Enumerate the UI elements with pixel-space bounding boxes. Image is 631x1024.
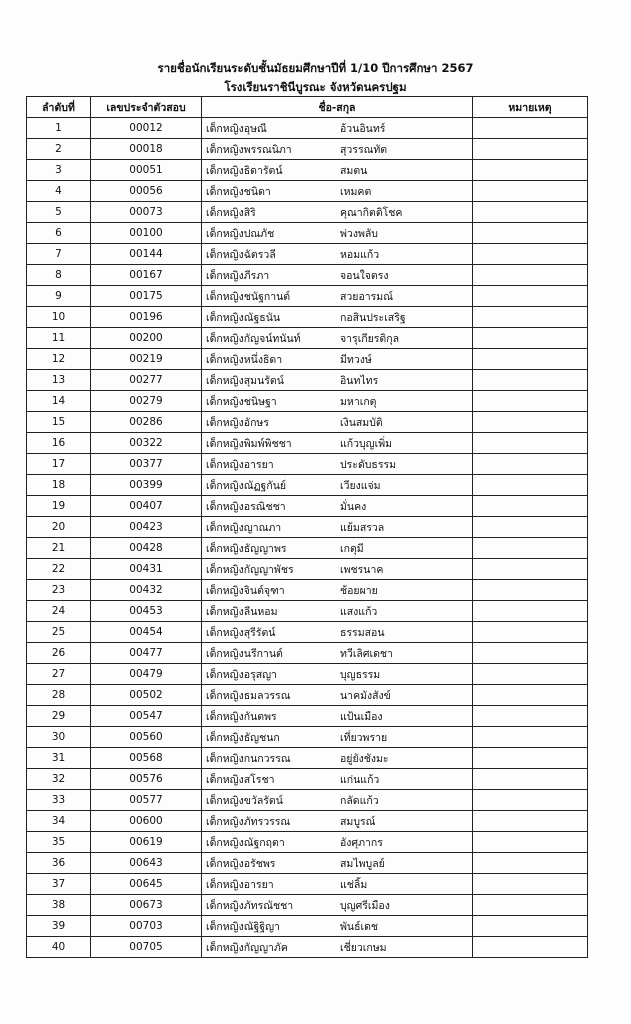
remarks-cell — [473, 160, 588, 181]
sequence-cell: 33 — [27, 790, 91, 811]
sequence-cell: 1 — [27, 118, 91, 139]
table-body — [27, 118, 588, 958]
exam-id-cell: 00322 — [91, 433, 202, 454]
sequence-cell: 31 — [27, 748, 91, 769]
table-row — [27, 769, 588, 790]
remarks-cell — [473, 244, 588, 265]
full-name-cell — [202, 874, 473, 895]
exam-id-cell: 00219 — [91, 349, 202, 370]
last-name: อังศุภากร — [340, 836, 383, 849]
remarks-cell — [473, 559, 588, 580]
last-name: เชี่ยวเกษม — [340, 941, 387, 954]
remarks-cell — [473, 811, 588, 832]
full-name-cell — [202, 307, 473, 328]
last-name: แป้นเมือง — [340, 710, 383, 723]
remarks-cell — [473, 454, 588, 475]
last-name: คุณากิตติโชค — [340, 206, 403, 219]
table-row — [27, 370, 588, 391]
full-name-cell — [202, 517, 473, 538]
full-name-cell — [202, 349, 473, 370]
last-name: ธรรมสอน — [340, 626, 385, 639]
last-name: แช่ลิ้ม — [340, 878, 368, 891]
remarks-cell — [473, 265, 588, 286]
full-name-cell — [202, 811, 473, 832]
first-name: เด็กหญิงลีนหอม — [206, 605, 278, 618]
first-name: เด็กหญิงอรณิชชา — [206, 500, 286, 513]
full-name-cell — [202, 748, 473, 769]
first-name: เด็กหญิงกัญจน์ทนันท์ — [206, 332, 301, 345]
exam-id-cell: 00600 — [91, 811, 202, 832]
last-name: เวียงแจ่ม — [340, 479, 381, 492]
full-name-cell — [202, 139, 473, 160]
first-name: เด็กหญิงภีรภา — [206, 269, 270, 282]
table-row — [27, 391, 588, 412]
table-row — [27, 265, 588, 286]
first-name: เด็กหญิงธมลวรรณ — [206, 689, 291, 702]
full-name-cell — [202, 580, 473, 601]
exam-id-cell: 00477 — [91, 643, 202, 664]
full-name-cell — [202, 664, 473, 685]
sequence-cell: 18 — [27, 475, 91, 496]
remarks-cell — [473, 622, 588, 643]
remarks-cell — [473, 286, 588, 307]
full-name-cell — [202, 937, 473, 958]
last-name: สมไพบูลย์ — [340, 857, 385, 870]
exam-id-cell: 00399 — [91, 475, 202, 496]
table-row — [27, 454, 588, 475]
first-name: เด็กหญิงนรีกานต์ — [206, 647, 283, 660]
first-name: เด็กหญิงสิริ — [206, 206, 256, 219]
exam-id-cell: 00279 — [91, 391, 202, 412]
sequence-cell: 16 — [27, 433, 91, 454]
exam-id-cell: 00051 — [91, 160, 202, 181]
sequence-cell: 22 — [27, 559, 91, 580]
remarks-cell — [473, 685, 588, 706]
exam-id-cell: 00377 — [91, 454, 202, 475]
first-name: เด็กหญิงพรรณนิภา — [206, 143, 292, 156]
first-name: เด็กหญิงอรัชพร — [206, 857, 276, 870]
last-name: มหาเกตุ — [340, 395, 377, 408]
sequence-cell: 12 — [27, 349, 91, 370]
last-name: จารุเกียรติกุล — [340, 332, 400, 345]
table-row — [27, 328, 588, 349]
table-row — [27, 664, 588, 685]
first-name: เด็กหญิงณัฏฐกันย์ — [206, 479, 287, 492]
full-name-cell — [202, 790, 473, 811]
header-exam-id: เลขประจำตัวสอบ — [91, 97, 202, 118]
sequence-cell: 38 — [27, 895, 91, 916]
sequence-cell: 24 — [27, 601, 91, 622]
last-name: นาคมังสังข์ — [340, 689, 391, 702]
table-row — [27, 559, 588, 580]
header-full-name: ชื่อ-สกุล — [202, 97, 473, 118]
last-name: กอสินประเสริฐ — [340, 311, 406, 324]
exam-id-cell: 00407 — [91, 496, 202, 517]
sequence-cell: 20 — [27, 517, 91, 538]
remarks-cell — [473, 748, 588, 769]
table-row — [27, 538, 588, 559]
full-name-cell — [202, 202, 473, 223]
exam-id-cell: 00703 — [91, 916, 202, 937]
remarks-cell — [473, 118, 588, 139]
table-row — [27, 139, 588, 160]
last-name: แย้มสรวล — [340, 521, 385, 534]
sequence-cell: 6 — [27, 223, 91, 244]
exam-id-cell: 00073 — [91, 202, 202, 223]
full-name-cell — [202, 433, 473, 454]
header-remarks: หมายเหตุ — [473, 97, 588, 118]
table-row — [27, 790, 588, 811]
last-name: สมบูรณ์ — [340, 815, 376, 828]
first-name: เด็กหญิงฉัตรวลี — [206, 248, 276, 261]
remarks-cell — [473, 874, 588, 895]
remarks-cell — [473, 349, 588, 370]
sequence-cell: 10 — [27, 307, 91, 328]
document-title: รายชื่อนักเรียนระดับชั้นมัธยมศึกษาปีที่ 1/10 ปีการศึกษา 2567 — [157, 61, 474, 75]
table-row — [27, 202, 588, 223]
remarks-cell — [473, 370, 588, 391]
table-row — [27, 517, 588, 538]
first-name: เด็กหญิงธัญญาพร — [206, 542, 287, 555]
first-name: เด็กหญิงกัญญาภัค — [206, 941, 288, 954]
exam-id-cell: 00453 — [91, 601, 202, 622]
first-name: เด็กหญิงสุรีรัตน์ — [206, 626, 276, 639]
exam-id-cell: 00428 — [91, 538, 202, 559]
sequence-cell: 39 — [27, 916, 91, 937]
full-name-cell — [202, 643, 473, 664]
last-name: เที่ยวพราย — [340, 731, 388, 744]
remarks-cell — [473, 538, 588, 559]
full-name-cell — [202, 916, 473, 937]
remarks-cell — [473, 307, 588, 328]
remarks-cell — [473, 517, 588, 538]
remarks-cell — [473, 202, 588, 223]
last-name: แสงแก้ว — [340, 605, 378, 618]
exam-id-cell: 00431 — [91, 559, 202, 580]
full-name-cell — [202, 244, 473, 265]
full-name-cell — [202, 265, 473, 286]
last-name: ทวีเลิศเดชา — [340, 647, 393, 660]
exam-id-cell: 00619 — [91, 832, 202, 853]
remarks-cell — [473, 643, 588, 664]
first-name: เด็กหญิงอารยา — [206, 458, 274, 471]
exam-id-cell: 00432 — [91, 580, 202, 601]
last-name: เหมคต — [340, 185, 372, 198]
last-name: พ่วงพลับ — [340, 227, 378, 240]
remarks-cell — [473, 832, 588, 853]
last-name: บุญธรรม — [340, 668, 381, 681]
exam-id-cell: 00175 — [91, 286, 202, 307]
full-name-cell — [202, 391, 473, 412]
sequence-cell: 17 — [27, 454, 91, 475]
sequence-cell: 13 — [27, 370, 91, 391]
exam-id-cell: 00100 — [91, 223, 202, 244]
student-table — [26, 96, 588, 958]
sequence-cell: 27 — [27, 664, 91, 685]
last-name: กลัดแก้ว — [340, 794, 379, 807]
last-name: จอนใจตรง — [340, 269, 389, 282]
exam-id-cell: 00144 — [91, 244, 202, 265]
first-name: เด็กหญิงญาณภา — [206, 521, 282, 534]
first-name: เด็กหญิงกนกวรรณ — [206, 752, 291, 765]
sequence-cell: 23 — [27, 580, 91, 601]
exam-id-cell: 00012 — [91, 118, 202, 139]
table-row — [27, 685, 588, 706]
first-name: เด็กหญิงหนึ่งธิดา — [206, 353, 283, 366]
sequence-cell: 4 — [27, 181, 91, 202]
exam-id-cell: 00167 — [91, 265, 202, 286]
last-name: หอมแก้ว — [340, 248, 380, 261]
sequence-cell: 36 — [27, 853, 91, 874]
table-row — [27, 622, 588, 643]
exam-id-cell: 00286 — [91, 412, 202, 433]
first-name: เด็กหญิงณัฐธนัน — [206, 311, 281, 324]
full-name-cell — [202, 454, 473, 475]
table-row — [27, 433, 588, 454]
first-name: เด็กหญิงณัฐกฤตา — [206, 836, 285, 849]
full-name-cell — [202, 727, 473, 748]
remarks-cell — [473, 727, 588, 748]
full-name-cell — [202, 181, 473, 202]
full-name-cell — [202, 286, 473, 307]
last-name: เกตุมี — [340, 542, 364, 555]
last-name: อ้วนอินทร์ — [340, 122, 386, 135]
sequence-cell: 9 — [27, 286, 91, 307]
last-name: ช้อยผาย — [340, 584, 378, 597]
full-name-cell — [202, 601, 473, 622]
table-row — [27, 811, 588, 832]
remarks-cell — [473, 769, 588, 790]
table-row — [27, 853, 588, 874]
sequence-cell: 29 — [27, 706, 91, 727]
table-row — [27, 286, 588, 307]
full-name-cell — [202, 475, 473, 496]
table-row — [27, 475, 588, 496]
exam-id-cell: 00502 — [91, 685, 202, 706]
header-sequence: ลำดับที่ — [27, 97, 91, 118]
sequence-cell: 35 — [27, 832, 91, 853]
first-name: เด็กหญิงอรุสญา — [206, 668, 277, 681]
sequence-cell: 8 — [27, 265, 91, 286]
first-name: เด็กหญิงสุมนรัตน์ — [206, 374, 284, 387]
sequence-cell: 5 — [27, 202, 91, 223]
last-name: มีทวงษ์ — [340, 353, 372, 366]
table-row — [27, 727, 588, 748]
exam-id-cell: 00196 — [91, 307, 202, 328]
last-name: สวยอารมณ์ — [340, 290, 393, 303]
exam-id-cell: 00454 — [91, 622, 202, 643]
last-name: แก้วบุญเพิ่ม — [340, 437, 393, 450]
sequence-cell: 7 — [27, 244, 91, 265]
first-name: เด็กหญิงธัญชนก — [206, 731, 280, 744]
first-name: เด็กหญิงปณภัช — [206, 227, 275, 240]
last-name: สมตน — [340, 164, 368, 177]
remarks-cell — [473, 391, 588, 412]
full-name-cell — [202, 160, 473, 181]
exam-id-cell: 00643 — [91, 853, 202, 874]
first-name: เด็กหญิงณัฐิฐิญา — [206, 920, 280, 933]
table-header-row — [27, 97, 588, 118]
full-name-cell — [202, 118, 473, 139]
remarks-cell — [473, 937, 588, 958]
table-row — [27, 748, 588, 769]
last-name: เงินสมบัติ — [340, 416, 383, 429]
remarks-cell — [473, 664, 588, 685]
table-row — [27, 643, 588, 664]
remarks-cell — [473, 916, 588, 937]
full-name-cell — [202, 853, 473, 874]
full-name-cell — [202, 832, 473, 853]
table-row — [27, 895, 588, 916]
remarks-cell — [473, 328, 588, 349]
exam-id-cell: 00576 — [91, 769, 202, 790]
table-row — [27, 223, 588, 244]
exam-id-cell: 00423 — [91, 517, 202, 538]
table-row — [27, 706, 588, 727]
exam-id-cell: 00200 — [91, 328, 202, 349]
remarks-cell — [473, 412, 588, 433]
full-name-cell — [202, 370, 473, 391]
remarks-cell — [473, 895, 588, 916]
first-name: เด็กหญิงพิมพ์พิชชา — [206, 437, 292, 450]
school-subtitle: โรงเรียนราชินีบูรณะ จังหวัดนครปฐม — [224, 80, 407, 94]
full-name-cell — [202, 895, 473, 916]
first-name: เด็กหญิงขวัลรัตน์ — [206, 794, 283, 807]
remarks-cell — [473, 853, 588, 874]
first-name: เด็กหญิงอุษณี — [206, 122, 267, 135]
sequence-cell: 40 — [27, 937, 91, 958]
last-name: บุญศรีเมือง — [340, 899, 390, 912]
sequence-cell: 21 — [27, 538, 91, 559]
sequence-cell: 28 — [27, 685, 91, 706]
first-name: เด็กหญิงอารยา — [206, 878, 274, 891]
exam-id-cell: 00277 — [91, 370, 202, 391]
first-name: เด็กหญิงจินต์จุฑา — [206, 584, 285, 597]
table-row — [27, 496, 588, 517]
first-name: เด็กหญิงภัทรวรรณ — [206, 815, 291, 828]
sequence-cell: 30 — [27, 727, 91, 748]
remarks-cell — [473, 475, 588, 496]
remarks-cell — [473, 139, 588, 160]
full-name-cell — [202, 328, 473, 349]
first-name: เด็กหญิงชนิษฐา — [206, 395, 277, 408]
remarks-cell — [473, 580, 588, 601]
table-row — [27, 181, 588, 202]
table-row — [27, 937, 588, 958]
full-name-cell — [202, 685, 473, 706]
last-name: มั่นคง — [340, 500, 367, 513]
table-row — [27, 832, 588, 853]
exam-id-cell: 00056 — [91, 181, 202, 202]
full-name-cell — [202, 559, 473, 580]
full-name-cell — [202, 769, 473, 790]
table-row — [27, 349, 588, 370]
last-name: พันธ์เดช — [340, 920, 379, 933]
sequence-cell: 26 — [27, 643, 91, 664]
remarks-cell — [473, 601, 588, 622]
exam-id-cell: 00018 — [91, 139, 202, 160]
full-name-cell — [202, 496, 473, 517]
exam-id-cell: 00577 — [91, 790, 202, 811]
sequence-cell: 2 — [27, 139, 91, 160]
full-name-cell — [202, 706, 473, 727]
remarks-cell — [473, 223, 588, 244]
remarks-cell — [473, 181, 588, 202]
table-row — [27, 412, 588, 433]
table-row — [27, 118, 588, 139]
sequence-cell: 37 — [27, 874, 91, 895]
exam-id-cell: 00673 — [91, 895, 202, 916]
last-name: สุวรรณทัต — [340, 143, 388, 156]
last-name: เพชรนาค — [340, 563, 384, 576]
first-name: เด็กหญิงกัญญาพัชร — [206, 563, 294, 576]
table-row — [27, 601, 588, 622]
sequence-cell: 15 — [27, 412, 91, 433]
first-name: เด็กหญิงภัทรณัชชา — [206, 899, 294, 912]
table-row — [27, 307, 588, 328]
exam-id-cell: 00645 — [91, 874, 202, 895]
exam-id-cell: 00560 — [91, 727, 202, 748]
sequence-cell: 25 — [27, 622, 91, 643]
exam-id-cell: 00547 — [91, 706, 202, 727]
last-name: อินทไทร — [340, 374, 379, 387]
last-name: แก่นแก้ว — [340, 773, 380, 786]
exam-id-cell: 00479 — [91, 664, 202, 685]
sequence-cell: 32 — [27, 769, 91, 790]
sequence-cell: 11 — [27, 328, 91, 349]
exam-id-cell: 00568 — [91, 748, 202, 769]
table-row — [27, 580, 588, 601]
first-name: เด็กหญิงชนิดา — [206, 185, 271, 198]
sequence-cell: 3 — [27, 160, 91, 181]
remarks-cell — [473, 496, 588, 517]
first-name: เด็กหญิงชนัฐกานต์ — [206, 290, 291, 303]
table-row — [27, 874, 588, 895]
first-name: เด็กหญิงกันตพร — [206, 710, 277, 723]
first-name: เด็กหญิงธิดารัตน์ — [206, 164, 283, 177]
last-name: อยู่ยังชังมะ — [340, 752, 389, 765]
remarks-cell — [473, 433, 588, 454]
full-name-cell — [202, 538, 473, 559]
table-row — [27, 244, 588, 265]
remarks-cell — [473, 790, 588, 811]
sequence-cell: 19 — [27, 496, 91, 517]
last-name: ประดับธรรม — [340, 458, 397, 471]
full-name-cell — [202, 622, 473, 643]
sequence-cell: 34 — [27, 811, 91, 832]
remarks-cell — [473, 706, 588, 727]
table-row — [27, 160, 588, 181]
first-name: เด็กหญิงอักษร — [206, 416, 269, 429]
full-name-cell — [202, 412, 473, 433]
first-name: เด็กหญิงสโรชา — [206, 773, 275, 786]
full-name-cell — [202, 223, 473, 244]
sequence-cell: 14 — [27, 391, 91, 412]
table-row — [27, 916, 588, 937]
exam-id-cell: 00705 — [91, 937, 202, 958]
